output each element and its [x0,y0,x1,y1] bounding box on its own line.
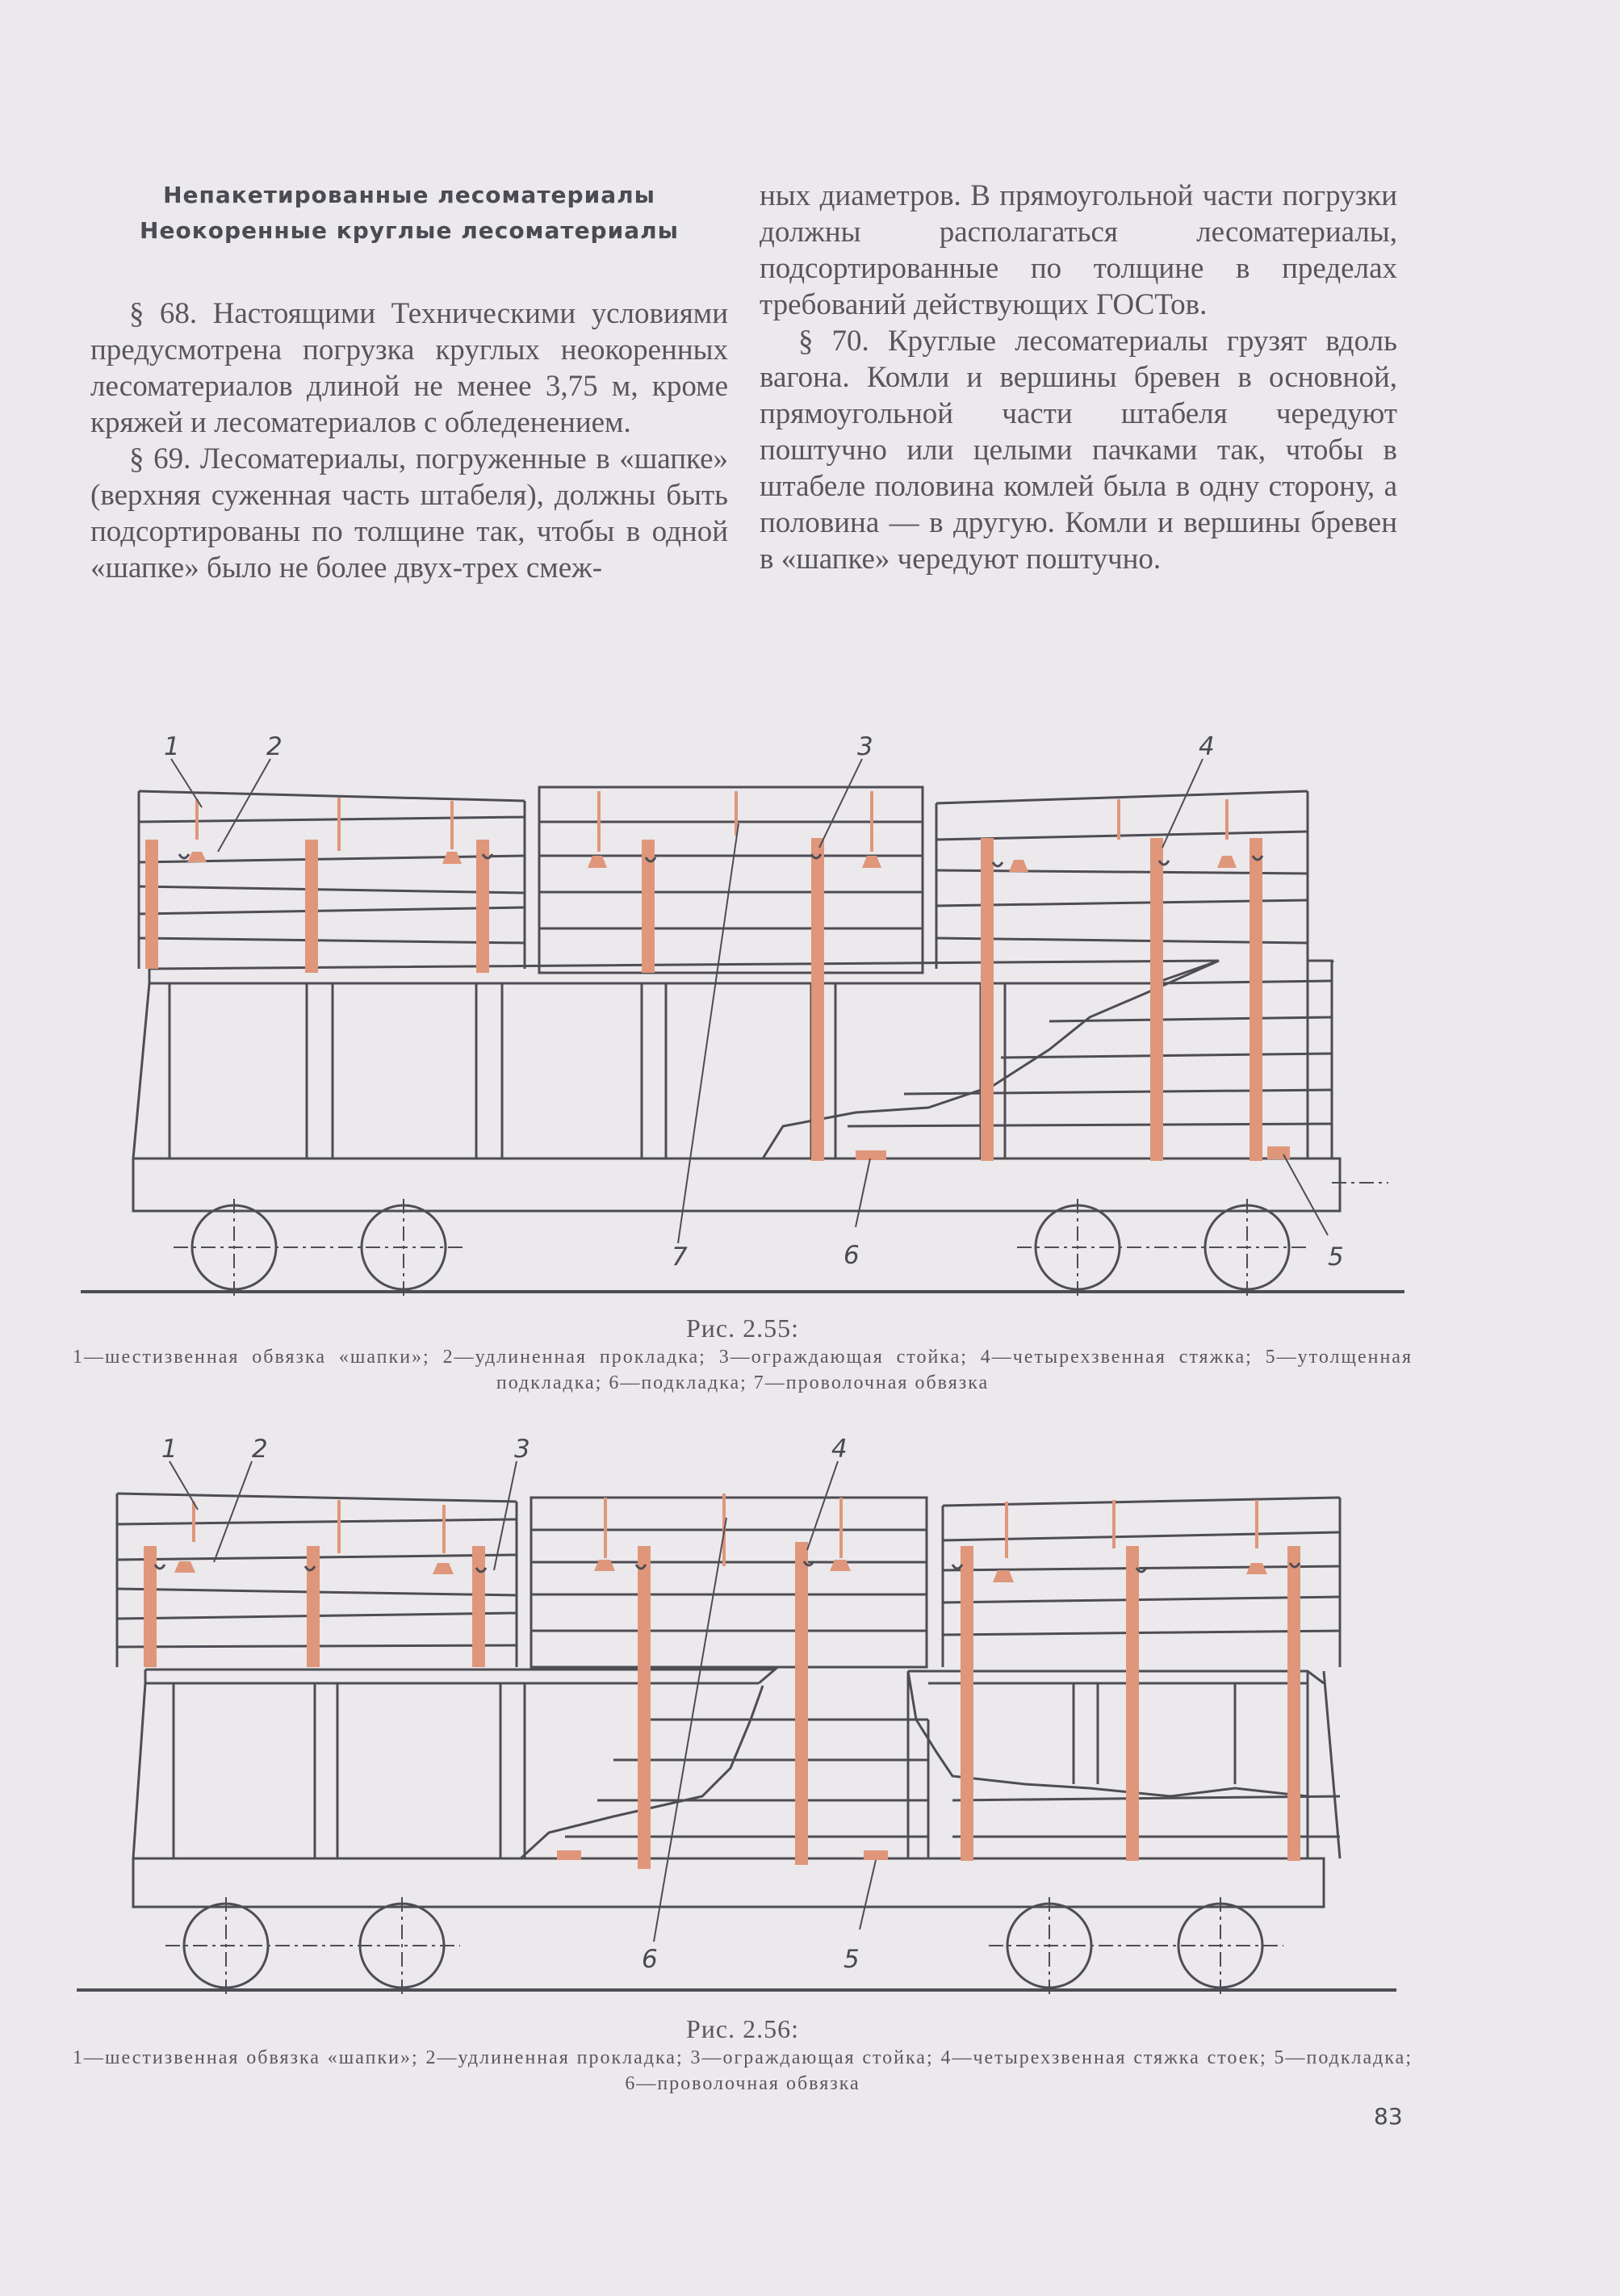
paragraph-69-continued: ных диаметров. В прямоугольной части погрузки должны располагаться лесоматериалы, подсортированные по толщине в пределах требований действующих ГОСТов. [760,179,1397,321]
figure-2-55-caption [73,1312,1413,1396]
figure-1-label-2: 2 [266,732,283,761]
figure-2-56-caption [73,2013,1413,2097]
figure-2-label-6: 6 [642,1945,658,1974]
heading-line-1: Непакетированные лесоматериалы [163,182,655,208]
right-column [760,178,1397,577]
left-column [90,178,728,586]
figure-2-56-caption-title: Рис. 2.56: [685,2014,799,2043]
figure-2-label-5: 5 [843,1945,860,1974]
page-number: 83 [1374,2103,1403,2130]
figure-1-label-7: 7 [672,1242,688,1272]
figure-2-label-3: 3 [514,1435,530,1464]
heading-line-2: Неокоренные круглые лесоматериалы [140,217,679,244]
figure-2-55-caption-title: Рис. 2.55: [685,1313,799,1343]
figure-2-label-1: 1 [161,1435,178,1464]
paragraph-70: § 70. Круглые лесоматериалы грузят вдоль вагона. Комли и вершины бревен в основной, прямоугольной части штабеля чередуют поштучно или целыми пачками так, чтобы в штабеле половина комлей была в одну сторону, а половина — в другую. Комли и вершины бревен в «шапке» чередуют поштучно. [760,325,1397,576]
figure-2-56-drawing [0,1429,1620,2010]
figure-1-label-4: 4 [1199,732,1215,761]
figure-1-label-6: 6 [843,1241,860,1270]
figure-2-55-drawing [0,727,1620,1308]
figure-2-label-4: 4 [831,1435,848,1464]
figure-1-label-5: 5 [1328,1242,1344,1272]
paragraph-69: § 69. Лесоматериалы, погруженные в «шапке» (верхняя суженная часть штабеля), должны быть подсортированы по толщине так, чтобы в одной «шапке» было не более двух-трех смеж- [90,442,728,584]
figure-1-label-1: 1 [164,732,180,761]
section-heading [90,178,728,249]
figure-2-label-2: 2 [252,1435,268,1464]
figure-2-55-caption-text: 1—шестизвенная обвязка «шапки»; 2—удлиненная прокладка; 3—ограждающая стойка; 4—четырехзвенная стяжка; 5—утолщенная подкладка; 6—подкладка; 7—проволочная обвязка [73,1347,1413,1393]
paragraph-68: § 68. Настоящими Техническими условиями предусмотрена погрузка круглых неокоренных лесоматериалов длиной не менее 3,75 м, кроме кряжей и лесоматериалов с обледенением. [90,297,728,439]
figure-2-56-caption-text: 1—шестизвенная обвязка «шапки»; 2—удлиненная прокладка; 3—ограждающая стойка; 4—четырехзвенная стяжка стоек; 5—подкладка; 6—проволочная обвязка [73,2047,1413,2094]
figure-1-label-3: 3 [857,732,873,761]
